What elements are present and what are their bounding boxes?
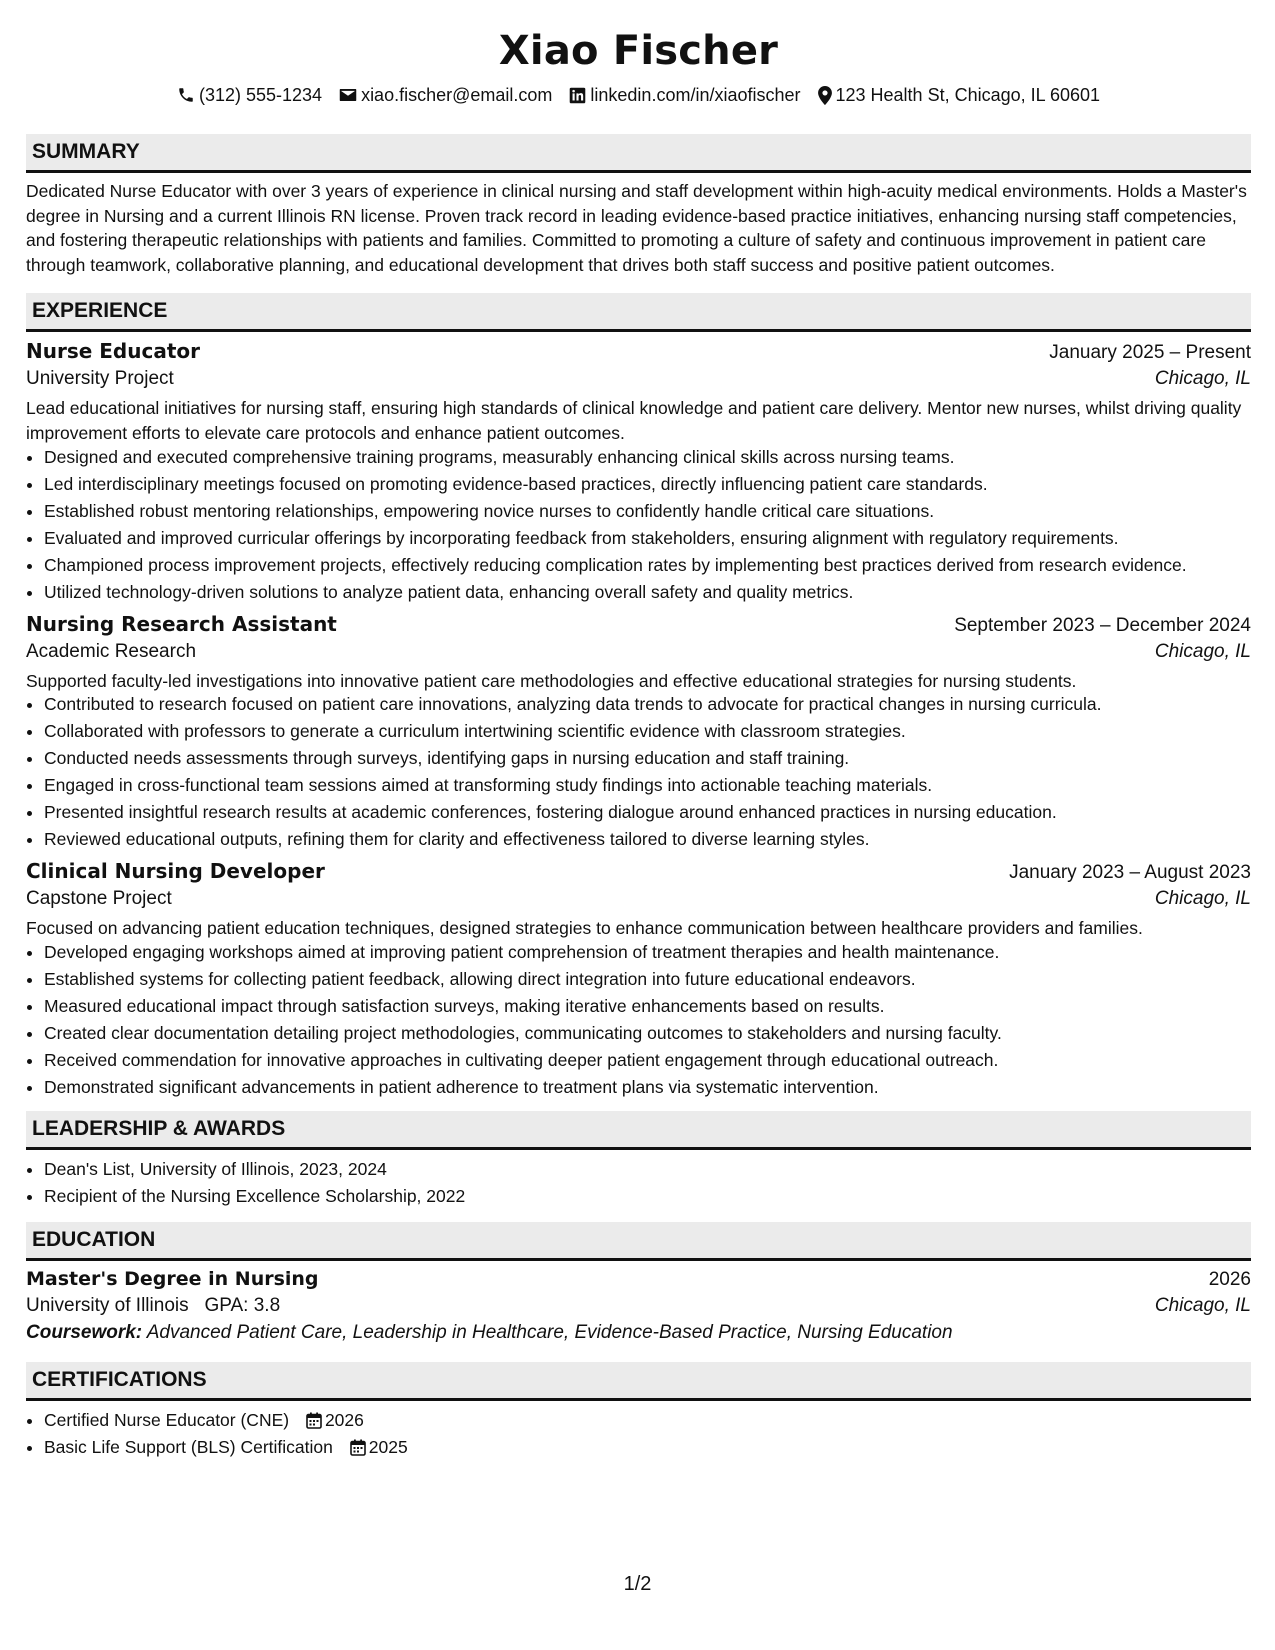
coursework-line [26, 1322, 1251, 1344]
list-item: • Conducted needs assessments through surveys, identifying gaps in nursing education and staff training. [44, 747, 1251, 770]
job-description: Focused on advancing patient education techniques, designed strategies to enhance communication between healthcare providers and families. [26, 918, 1143, 939]
contact-address [818, 83, 1101, 107]
list-item: • Established systems for collecting patient feedback, allowing direct integration into future educational endeavors. [44, 968, 1251, 991]
job-location: Chicago, IL [1154, 368, 1251, 390]
job-org: Academic Research [26, 640, 197, 662]
address-text: 123 Health St, Chicago, IL 60601 [835, 85, 1101, 105]
education-heading: EDUCATION [26, 1222, 1251, 1261]
coursework-text: Advanced Patient Care, Leadership in Healthcare, Evidence-Based Practice, Nursing Education [146, 1321, 953, 1343]
experience-heading: EXPERIENCE [26, 293, 1251, 332]
job-entry [26, 612, 1251, 852]
list-item: • Established robust mentoring relationships, empowering novice nurses to confidently handle critical care situations. [44, 500, 1251, 523]
phone-text: (312) 555-1234 [198, 85, 323, 105]
list-item: • Reviewed educational outputs, refining them for clarity and effectiveness tailored to diverse learning styles. [44, 828, 1251, 851]
job-org: University Project [26, 368, 174, 390]
resume-page [26, 0, 1251, 1463]
job-subheader [26, 888, 1251, 910]
education-subheader [26, 1295, 1251, 1317]
education-header [26, 1268, 1251, 1291]
job-org: Capstone Project [26, 888, 172, 910]
education-entry [26, 1268, 1251, 1344]
list-item: • Recipient of the Nursing Excellence Scholarship, 2022 [44, 1185, 1251, 1208]
gpa: GPA: 3.8 [204, 1294, 281, 1316]
job-date: January 2023 – August 2023 [1009, 862, 1251, 884]
cert-name: Certified Nurse Educator (CNE) [44, 1409, 290, 1430]
list-item: • Measured educational impact through satisfaction surveys, making iterative enhancements based on results. [44, 995, 1251, 1018]
list-item: • Presented insightful research results at academic conferences, fostering dialogue around enhanced practices in nursing education. [44, 801, 1251, 824]
linkedin-icon [569, 87, 586, 104]
location-pin-icon [818, 86, 832, 105]
education-year: 2026 [1208, 1268, 1251, 1290]
list-item: • Collaborated with professors to generate a curriculum intertwining scientific evidence with classroom strategies. [44, 720, 1251, 743]
job-title: Nurse Educator [26, 339, 201, 364]
summary-text: Dedicated Nurse Educator with over 3 years of experience in clinical nursing and staff development within high-acuity medical environments. Holds a Master's degree in Nursing and a current Illinois RN license. Proven track record in leading evidence-based practice initiatives, enhancing nursing staff competencies, and fostering therapeutic relationships with patients and families. Committed to promoting a culture of safety and continuous improvement in patient care through teamwork, collaborative planning, and educational development that drives both staff success and positive patient outcomes. [26, 181, 1247, 275]
job-header [26, 339, 1251, 364]
candidate-name: Xiao Fischer [498, 28, 779, 74]
school-name: University of Illinois [26, 1294, 189, 1316]
degree-title: Master's Degree in Nursing [26, 1267, 319, 1290]
job-subheader [26, 368, 1251, 390]
calendar-icon [350, 1439, 366, 1456]
certifications-heading: CERTIFICATIONS [26, 1362, 1251, 1401]
email-text: xiao.fischer@email.com [361, 85, 553, 105]
list-item: • Dean's List, University of Illinois, 2023, 2024 [44, 1158, 1251, 1181]
phone-icon [177, 86, 195, 104]
envelope-icon [339, 87, 357, 103]
job-title: Clinical Nursing Developer [26, 859, 325, 884]
job-header [26, 612, 1251, 637]
contact-phone[interactable] [177, 83, 322, 107]
job-bullets [26, 446, 1251, 604]
job-description: Lead educational initiatives for nursing staff, ensuring high standards of clinical knowledge and patient care delivery. Mentor new nurses, whilst driving quality improvement efforts to elevate care protocols and enhance patient outcomes. [26, 398, 1242, 443]
list-item: • Utilized technology-driven solutions to analyze patient data, enhancing overall safety and quality metrics. [44, 581, 1251, 604]
list-item: • Led interdisciplinary meetings focused on promoting evidence-based practices, directly influencing patient care standards. [44, 473, 1251, 496]
page-number: 1/2 [623, 1573, 652, 1595]
awards-list [26, 1158, 1251, 1208]
coursework-label: Coursework: [26, 1321, 143, 1343]
list-item [44, 1409, 1251, 1432]
summary-heading: SUMMARY [26, 134, 1251, 173]
job-bullets [26, 693, 1251, 851]
list-item: • Developed engaging workshops aimed at improving patient comprehension of treatment therapies and health maintenance. [44, 941, 1251, 964]
cert-year: 2025 [368, 1436, 408, 1457]
calendar-icon [306, 1412, 322, 1429]
education-location: Chicago, IL [1154, 1294, 1251, 1316]
job-description: Supported faculty-led investigations into innovative patient care methodologies and effective educational strategies for nursing students. [26, 670, 1077, 691]
school-line [26, 1295, 280, 1317]
job-date: September 2023 – December 2024 [954, 614, 1251, 636]
list-item: • Engaged in cross-functional team sessions aimed at transforming study findings into actionable teaching materials. [44, 774, 1251, 797]
list-item: • Designed and executed comprehensive training programs, measurably enhancing clinical skills across nursing teams. [44, 446, 1251, 469]
contact-linkedin[interactable] [569, 83, 800, 107]
job-header [26, 859, 1251, 884]
list-item: • Received commendation for innovative approaches in cultivating deeper patient engagement through educational outreach. [44, 1049, 1251, 1072]
contact-email[interactable] [339, 83, 552, 107]
list-item: • Evaluated and improved curricular offerings by incorporating feedback from stakeholders, ensuring alignment with regulatory requirements. [44, 527, 1251, 550]
job-entry [26, 859, 1251, 1099]
list-item: • Contributed to research focused on patient care innovations, analyzing data trends to advocate for practical changes in nursing curricula. [44, 693, 1251, 716]
job-entry [26, 339, 1251, 603]
list-item [44, 1436, 1251, 1459]
certifications-list [26, 1409, 1251, 1459]
cert-year: 2026 [324, 1409, 364, 1430]
list-item: • Demonstrated significant advancements in patient adherence to treatment plans via systematic intervention. [44, 1076, 1251, 1099]
list-item: • Created clear documentation detailing project methodologies, communicating outcomes to stakeholders and nursing faculty. [44, 1022, 1251, 1045]
job-location: Chicago, IL [1154, 640, 1251, 662]
list-item: • Championed process improvement projects, effectively reducing complication rates by implementing best practices derived from research evidence. [44, 554, 1251, 577]
job-date: January 2025 – Present [1049, 342, 1251, 364]
job-location: Chicago, IL [1154, 888, 1251, 910]
job-bullets [26, 941, 1251, 1099]
linkedin-text: linkedin.com/in/xiaofischer [590, 85, 801, 105]
awards-heading: LEADERSHIP & AWARDS [26, 1111, 1251, 1150]
job-title: Nursing Research Assistant [26, 611, 337, 636]
cert-name: Basic Life Support (BLS) Certification [44, 1436, 333, 1457]
contact-bar [26, 83, 1251, 107]
job-subheader [26, 641, 1251, 663]
